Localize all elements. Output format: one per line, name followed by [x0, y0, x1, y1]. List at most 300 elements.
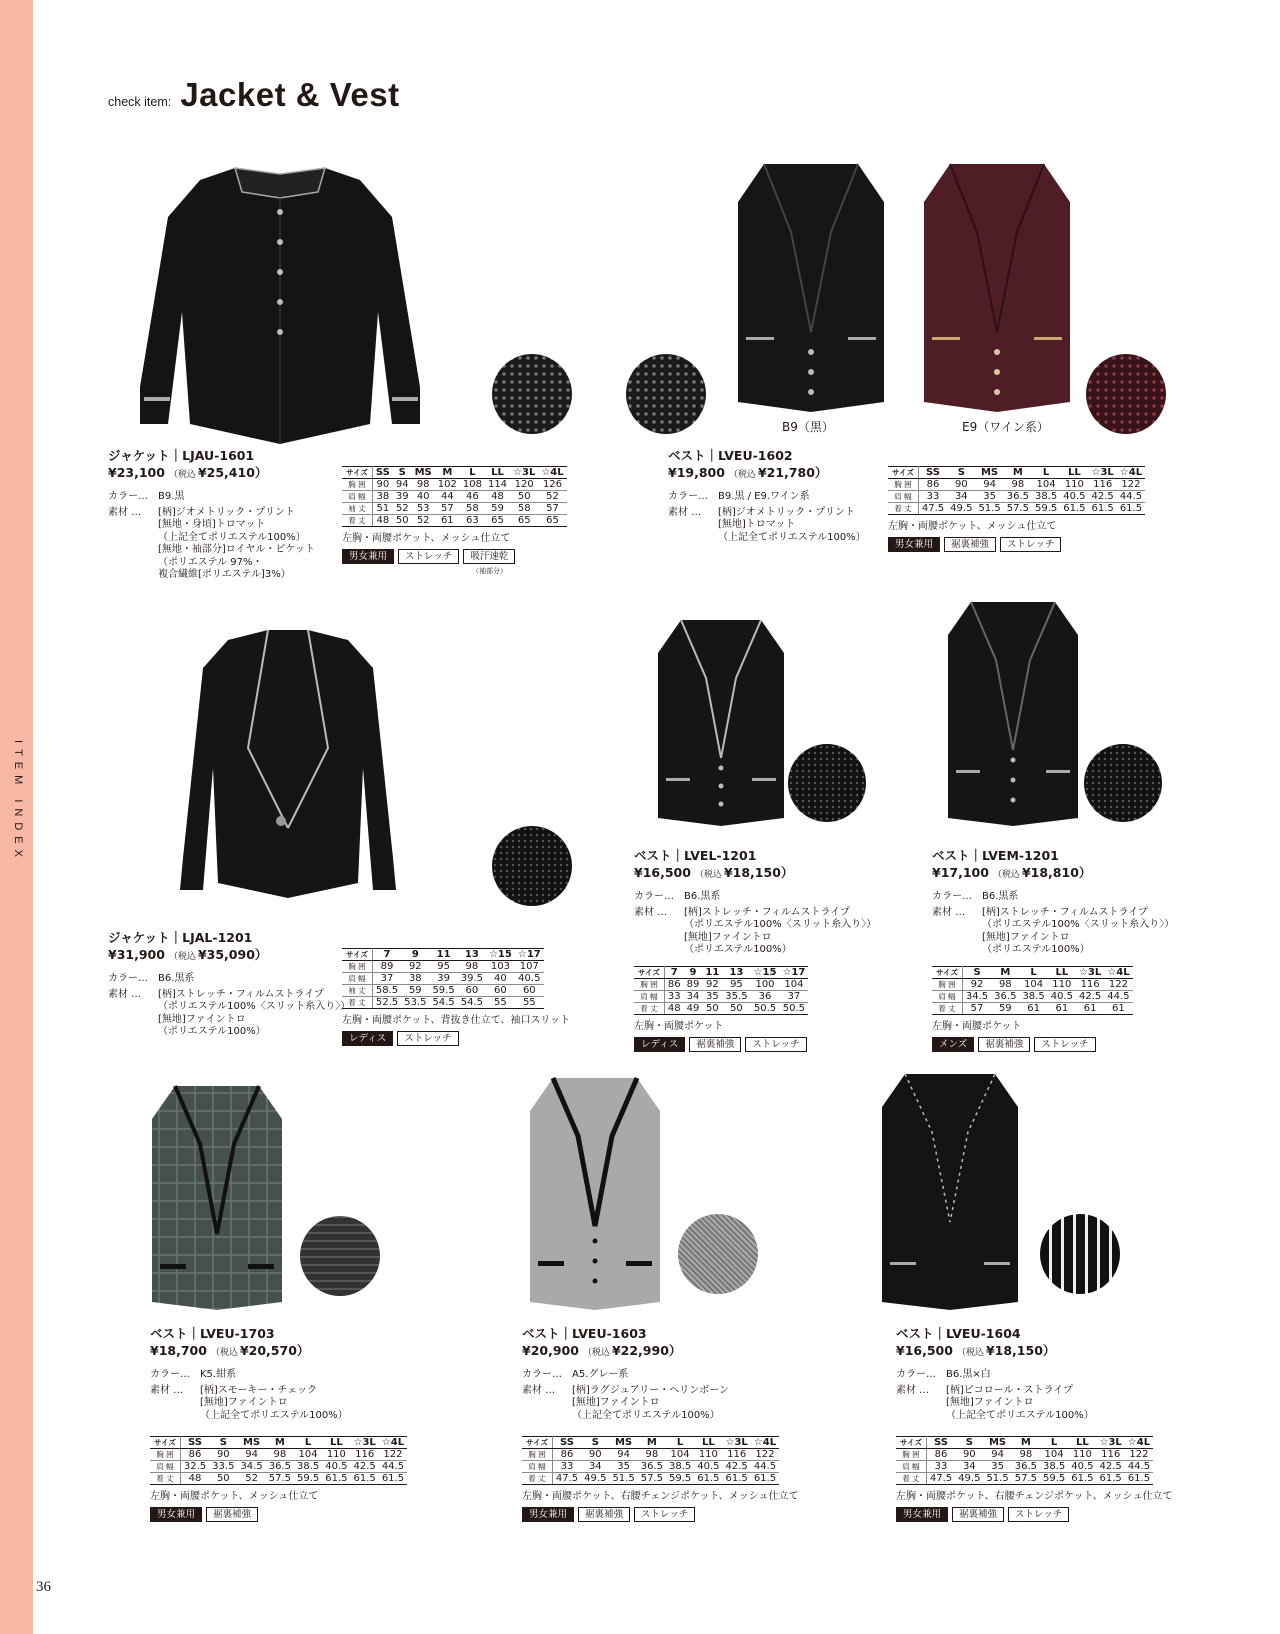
feature-tag: ストレッチ — [745, 1037, 806, 1052]
size-cell: 54.5 — [458, 997, 486, 1009]
size-cell: 110 — [322, 1449, 350, 1461]
size-cell: L — [294, 1437, 322, 1449]
size-cell: ☆3L — [351, 1437, 379, 1449]
size-cell: 94 — [983, 1449, 1011, 1461]
size-header-row — [896, 1437, 1153, 1449]
size-cell: S — [962, 967, 991, 979]
size-cell: 92 — [962, 979, 991, 991]
size-row — [888, 491, 1145, 503]
size-cell: 94 — [975, 479, 1003, 491]
size-cell: 58 — [460, 503, 485, 515]
product-price: ¥18,700 （税込 ¥20,570） — [150, 1343, 310, 1358]
product-name: ベスト｜LVEL-1201 — [634, 848, 757, 863]
size-cell: S — [581, 1437, 609, 1449]
size-cell: MS — [983, 1437, 1011, 1449]
size-cell: 35 — [983, 1461, 1011, 1473]
size-cell: 107 — [515, 961, 544, 973]
size-cell: 7 — [372, 949, 401, 961]
size-cell: 40 — [486, 973, 515, 985]
size-row — [342, 973, 544, 985]
tag-subnote: （袖部分） — [472, 567, 507, 575]
size-cell: 36 — [751, 991, 780, 1003]
size-cell: 胸 囲 — [932, 979, 962, 991]
size-cell: 59.5 — [1032, 503, 1060, 515]
size-cell: 61.5 — [1060, 503, 1088, 515]
size-cell: 116 — [351, 1449, 379, 1461]
size-cell: 38.5 — [294, 1461, 322, 1473]
size-cell: 116 — [1076, 979, 1104, 991]
size-cell: 34 — [684, 991, 703, 1003]
size-cell: 40 — [412, 491, 435, 503]
size-cell: 57.5 — [266, 1473, 294, 1485]
product-name: ベスト｜LVEU-1604 — [896, 1326, 1021, 1341]
product-price: ¥16,500 （税込 ¥18,150） — [634, 865, 794, 880]
size-cell: 94 — [609, 1449, 637, 1461]
size-cell: 122 — [1125, 1449, 1153, 1461]
size-cell: 90 — [581, 1449, 609, 1461]
size-spec-lveu-1603 — [522, 1436, 798, 1522]
size-cell: 33 — [918, 491, 947, 503]
size-row — [150, 1473, 407, 1485]
size-cell: 49.5 — [947, 503, 975, 515]
feature-tag: 男女兼用 — [522, 1507, 574, 1522]
size-cell: 48 — [372, 515, 392, 527]
size-table — [342, 948, 544, 1009]
size-cell: 13 — [722, 967, 750, 979]
size-cell: MS — [609, 1437, 637, 1449]
sidebar-label: ITEM INDEX — [12, 740, 24, 863]
size-cell: ☆4L — [538, 467, 566, 479]
size-cell: 33 — [552, 1461, 581, 1473]
size-cell: 36.5 — [266, 1461, 294, 1473]
size-row — [932, 979, 1133, 991]
size-cell: ☆3L — [723, 1437, 751, 1449]
size-cell: 98 — [991, 979, 1019, 991]
size-cell: 51.5 — [609, 1473, 637, 1485]
feature-note: 左胸・両腰ポケット — [932, 1021, 1022, 1032]
feature-tags — [522, 1507, 798, 1522]
size-cell: 120 — [510, 479, 538, 491]
size-header-row — [342, 949, 544, 961]
size-table — [522, 1436, 779, 1485]
size-cell: ☆17 — [779, 967, 808, 979]
size-cell: 61 — [435, 515, 460, 527]
size-cell: 59.5 — [429, 985, 457, 997]
size-cell: 61 — [1076, 1003, 1104, 1015]
size-cell: 61 — [1048, 1003, 1076, 1015]
size-spec-lvel-1201 — [634, 966, 808, 1052]
size-cell: 86 — [180, 1449, 209, 1461]
material-row: 素材 … [柄]ジオメトリック・プリント [無地]トロマット （上記全てポリエステル100%） — [668, 506, 866, 543]
size-cell: 袖 丈 — [342, 503, 372, 515]
size-header-row — [150, 1437, 407, 1449]
size-cell: S — [393, 467, 412, 479]
size-cell: 104 — [779, 979, 808, 991]
material-row: 素材 … [柄]スモーキー・チェック [無地]ファイントロ （上記全てポリエステル100%） — [150, 1384, 348, 1421]
size-cell: 116 — [1097, 1449, 1125, 1461]
size-cell: 32.5 — [180, 1461, 209, 1473]
size-cell: 63 — [460, 515, 485, 527]
size-cell: 50.5 — [779, 1003, 808, 1015]
size-cell: 98 — [412, 479, 435, 491]
size-cell: 104 — [1032, 479, 1060, 491]
size-row — [932, 1003, 1133, 1015]
vest-lvem-1201-image — [946, 600, 1080, 826]
size-cell: LL — [1060, 467, 1088, 479]
size-cell: L — [1019, 967, 1047, 979]
feature-tag: 男女兼用 — [888, 537, 940, 552]
size-cell: 61.5 — [379, 1473, 407, 1485]
fabric-swatch-lveu-1602-wine — [1086, 354, 1166, 434]
size-cell: 40.5 — [515, 973, 544, 985]
size-cell: ☆4L — [1125, 1437, 1153, 1449]
size-table — [150, 1436, 407, 1485]
size-cell: 65 — [538, 515, 566, 527]
size-cell: 95 — [722, 979, 750, 991]
size-cell: 110 — [1068, 1449, 1096, 1461]
size-cell: 122 — [1104, 979, 1132, 991]
size-cell: サイズ — [150, 1437, 180, 1449]
color-row: カラー… B6.黒系 — [932, 891, 1019, 902]
size-cell: 49.5 — [581, 1473, 609, 1485]
size-cell: 61.5 — [694, 1473, 722, 1485]
size-cell: ☆3L — [510, 467, 538, 479]
product-name: ジャケット｜LJAU-1601 — [108, 448, 255, 463]
size-cell: 104 — [666, 1449, 694, 1461]
size-cell: ☆3L — [1097, 1437, 1125, 1449]
size-cell: 98 — [1012, 1449, 1040, 1461]
size-cell: 104 — [1040, 1449, 1068, 1461]
size-cell: 34 — [947, 491, 975, 503]
size-cell: LL — [485, 467, 510, 479]
size-cell: 89 — [372, 961, 401, 973]
size-table — [932, 966, 1133, 1015]
size-header-row — [932, 967, 1133, 979]
size-cell: 36.5 — [638, 1461, 666, 1473]
size-cell: 38 — [401, 973, 429, 985]
product-name: ジャケット｜LJAL-1201 — [108, 930, 253, 945]
fabric-swatch-ljau-1601 — [492, 354, 572, 434]
size-cell: 肩 幅 — [932, 991, 962, 1003]
size-cell: 60 — [458, 985, 486, 997]
feature-tag: 裾裏補強 — [952, 1507, 1004, 1522]
product-name: ベスト｜LVEU-1603 — [522, 1326, 647, 1341]
size-cell: 55 — [515, 997, 544, 1009]
size-cell: 着 丈 — [896, 1473, 926, 1485]
feature-tag: ストレッチ — [397, 1031, 458, 1046]
size-cell: 122 — [379, 1449, 407, 1461]
color-tag-e9: E9（ワイン系） — [962, 420, 1049, 434]
feature-tag: ストレッチ — [1034, 1037, 1095, 1052]
size-cell: 60 — [515, 985, 544, 997]
size-table — [634, 966, 808, 1015]
feature-note: 左胸・両腰ポケット、背抜き仕立て、袖口スリット — [342, 1015, 570, 1026]
size-cell: 61.5 — [1068, 1473, 1096, 1485]
size-cell: 59.5 — [1040, 1473, 1068, 1485]
product-name: ベスト｜LVEM-1201 — [932, 848, 1059, 863]
size-cell: M — [1012, 1437, 1040, 1449]
size-cell: 44 — [435, 491, 460, 503]
size-cell: 胸 囲 — [342, 479, 372, 491]
size-cell: 57 — [435, 503, 460, 515]
size-cell: 34 — [955, 1461, 983, 1473]
color-tag-b9: B9（黒） — [782, 420, 834, 434]
size-cell: 44.5 — [751, 1461, 779, 1473]
size-row — [888, 479, 1145, 491]
size-cell: 50.5 — [751, 1003, 780, 1015]
size-cell: 86 — [664, 979, 683, 991]
fabric-swatch-lveu-1602-black — [626, 354, 706, 434]
size-cell: 着 丈 — [150, 1473, 180, 1485]
size-cell: 36.5 — [1004, 491, 1032, 503]
feature-tag: メンズ — [932, 1037, 974, 1052]
size-cell: 95 — [429, 961, 457, 973]
product-lveu-1604 — [896, 1326, 1094, 1422]
size-cell: 108 — [460, 479, 485, 491]
size-cell: 36.5 — [991, 991, 1019, 1003]
size-cell: 11 — [429, 949, 457, 961]
product-price: ¥16,500 （税込 ¥18,150） — [896, 1343, 1056, 1358]
size-spec-lveu-1602 — [888, 466, 1145, 552]
size-cell: 40.5 — [1060, 491, 1088, 503]
feature-tags — [634, 1037, 808, 1052]
vest-lveu-1602-wine-image — [922, 162, 1072, 412]
size-cell: MS — [412, 467, 435, 479]
size-cell: 59.5 — [294, 1473, 322, 1485]
feature-tag: 裾裏補強 — [689, 1037, 741, 1052]
size-cell: 86 — [552, 1449, 581, 1461]
size-row — [634, 991, 808, 1003]
size-header-row — [634, 967, 808, 979]
size-cell: 51 — [372, 503, 392, 515]
size-cell: MS — [237, 1437, 265, 1449]
size-cell: 116 — [1089, 479, 1117, 491]
size-cell: 袖 丈 — [342, 985, 372, 997]
size-cell: 59 — [991, 1003, 1019, 1015]
size-cell: M — [638, 1437, 666, 1449]
size-cell: 13 — [458, 949, 486, 961]
size-header-row — [342, 467, 567, 479]
size-cell: 42.5 — [1089, 491, 1117, 503]
size-cell: 胸 囲 — [150, 1449, 180, 1461]
size-cell: 9 — [401, 949, 429, 961]
jacket-ljau-1601-image — [130, 162, 430, 444]
size-cell: 着 丈 — [932, 1003, 962, 1015]
size-cell: L — [460, 467, 485, 479]
size-cell: 61.5 — [1097, 1473, 1125, 1485]
size-cell: 103 — [486, 961, 515, 973]
material-row: 素材 … [柄]ピコロール・ストライプ [無地]ファイントロ （上記全てポリエステル100%） — [896, 1384, 1094, 1421]
size-cell: 49.5 — [955, 1473, 983, 1485]
size-cell: 38.5 — [1019, 991, 1047, 1003]
color-row: カラー… B6.黒系 — [108, 973, 195, 984]
size-cell: 50 — [722, 1003, 750, 1015]
color-row: カラー… B9.黒 — [108, 491, 185, 502]
color-row: カラー… B6.黒×白 — [896, 1369, 991, 1380]
size-cell: 胸 囲 — [522, 1449, 552, 1461]
size-cell: 100 — [751, 979, 780, 991]
size-row — [342, 985, 544, 997]
size-cell: L — [1032, 467, 1060, 479]
fabric-swatch-lveu-1604 — [1040, 1214, 1120, 1294]
size-row — [342, 515, 567, 527]
size-cell: 90 — [372, 479, 392, 491]
size-cell: サイズ — [522, 1437, 552, 1449]
size-cell: 7 — [664, 967, 683, 979]
size-cell: 39 — [393, 491, 412, 503]
size-table — [342, 466, 567, 527]
size-row — [342, 503, 567, 515]
size-cell: 98 — [638, 1449, 666, 1461]
size-cell: 33.5 — [209, 1461, 237, 1473]
size-spec-lveu-1604 — [896, 1436, 1172, 1522]
size-cell: ☆4L — [1117, 467, 1145, 479]
color-row: カラー… B6.黒系 — [634, 891, 721, 902]
size-cell: 胸 囲 — [888, 479, 918, 491]
material-row: 素材 … [柄]ジオメトリック・プリント [無地・身頃]トロマット （上記全てポリエステル100%） [無地・袖部分]ロイヤル・ピケット （ポリエステル 97%・ 複合繊維[ポリエステル]3%） — [108, 506, 315, 580]
size-cell: 58 — [510, 503, 538, 515]
size-cell: ☆3L — [1089, 467, 1117, 479]
size-cell: 38.5 — [1040, 1461, 1068, 1473]
feature-note: 左胸・両腰ポケット — [634, 1021, 724, 1032]
material-row: 素材 … [柄]ストレッチ・フィルムストライプ （ポリエステル100%〈スリット糸入り〉） [無地]ファイントロ （ポリエステル100%） — [634, 906, 877, 955]
fabric-swatch-lveu-1703 — [300, 1216, 380, 1296]
size-cell: M — [266, 1437, 294, 1449]
fabric-swatch-lvem-1201 — [1084, 744, 1162, 822]
sidebar-strip — [0, 0, 33, 1634]
size-cell: ☆4L — [751, 1437, 779, 1449]
size-row — [896, 1473, 1153, 1485]
size-cell: 90 — [955, 1449, 983, 1461]
feature-note: 左胸・両腰ポケット、メッシュ仕立て — [342, 533, 511, 544]
product-price: ¥31,900 （税込 ¥35,090） — [108, 947, 268, 962]
vest-lveu-1603-image — [528, 1076, 662, 1310]
size-row — [888, 503, 1145, 515]
vest-lvel-1201-image — [656, 618, 786, 826]
size-cell: 48 — [180, 1473, 209, 1485]
page-title: Jacket & Vest — [180, 76, 400, 113]
size-row — [896, 1461, 1153, 1473]
product-ljau-1601 — [108, 448, 315, 582]
size-cell: 89 — [684, 979, 703, 991]
feature-tag: ストレッチ — [1000, 537, 1061, 552]
size-cell: SS — [918, 467, 947, 479]
feature-tags — [896, 1507, 1172, 1522]
feature-tag: ストレッチ — [398, 549, 459, 564]
size-cell: 39.5 — [458, 973, 486, 985]
size-cell: 46 — [460, 491, 485, 503]
product-lveu-1703 — [150, 1326, 348, 1422]
feature-tag: レディス — [342, 1031, 393, 1046]
size-cell: 47.5 — [926, 1473, 955, 1485]
size-cell: 11 — [702, 967, 722, 979]
size-cell: M — [435, 467, 460, 479]
size-cell: 42.5 — [723, 1461, 751, 1473]
size-cell: 94 — [237, 1449, 265, 1461]
size-cell: S — [955, 1437, 983, 1449]
size-cell: 36.5 — [1012, 1461, 1040, 1473]
size-cell: 38 — [372, 491, 392, 503]
size-row — [150, 1461, 407, 1473]
size-header-row — [888, 467, 1145, 479]
size-cell: 34 — [581, 1461, 609, 1473]
product-price: ¥20,900 （税込 ¥22,990） — [522, 1343, 682, 1358]
feature-tag: 裾裏補強 — [978, 1037, 1030, 1052]
size-cell: 48 — [485, 491, 510, 503]
size-cell: 35 — [702, 991, 722, 1003]
feature-note: 左胸・両腰ポケット、右腰チェンジポケット、メッシュ仕立て — [522, 1491, 799, 1502]
feature-tag: 男女兼用 — [896, 1507, 948, 1522]
size-cell: 38.5 — [666, 1461, 694, 1473]
size-cell: 92 — [702, 979, 722, 991]
size-row — [634, 1003, 808, 1015]
size-row — [896, 1449, 1153, 1461]
size-cell: 61.5 — [1117, 503, 1145, 515]
size-cell: 52 — [538, 491, 566, 503]
size-cell: ☆3L — [1076, 967, 1104, 979]
size-cell: 34.5 — [237, 1461, 265, 1473]
size-cell: LL — [694, 1437, 722, 1449]
feature-note: 左胸・両腰ポケット、メッシュ仕立て — [150, 1491, 319, 1502]
feature-tag: 吸汗速乾 — [463, 549, 515, 564]
vest-lveu-1604-image — [880, 1072, 1020, 1310]
size-cell: 110 — [1048, 979, 1076, 991]
size-cell: 44.5 — [379, 1461, 407, 1473]
size-cell: サイズ — [342, 467, 372, 479]
size-cell: 57.5 — [1012, 1473, 1040, 1485]
feature-tag: 裾裏補強 — [578, 1507, 630, 1522]
feature-note: 左胸・両腰ポケット、右腰チェンジポケット、メッシュ仕立て — [896, 1491, 1173, 1502]
size-cell: 59.5 — [666, 1473, 694, 1485]
feature-tag: 男女兼用 — [342, 549, 394, 564]
size-cell: 59 — [485, 503, 510, 515]
size-cell: L — [666, 1437, 694, 1449]
size-cell: 59 — [401, 985, 429, 997]
size-cell: 44.5 — [1125, 1461, 1153, 1473]
color-row: カラー… K5.紺系 — [150, 1369, 237, 1380]
size-cell: LL — [322, 1437, 350, 1449]
size-cell: 98 — [1004, 479, 1032, 491]
size-cell: 61 — [1104, 1003, 1132, 1015]
color-row: カラー… B9.黒 / E9.ワイン系 — [668, 491, 810, 502]
fabric-swatch-ljal-1201 — [492, 826, 572, 906]
size-header-row — [522, 1437, 779, 1449]
size-cell: LL — [1068, 1437, 1096, 1449]
feature-tag: ストレッチ — [1008, 1507, 1069, 1522]
feature-note: 左胸・両腰ポケット、メッシュ仕立て — [888, 521, 1057, 532]
size-cell: 肩 幅 — [634, 991, 664, 1003]
size-cell: 肩 幅 — [522, 1461, 552, 1473]
size-cell: 52 — [237, 1473, 265, 1485]
size-cell: M — [1004, 467, 1032, 479]
size-cell: 肩 幅 — [150, 1461, 180, 1473]
size-cell: 40.5 — [322, 1461, 350, 1473]
feature-tags — [888, 537, 1145, 552]
size-cell: ☆15 — [486, 949, 515, 961]
size-cell: 61.5 — [1125, 1473, 1153, 1485]
vest-lveu-1602-black-image — [736, 162, 886, 412]
page-header — [108, 76, 400, 114]
product-price: ¥19,800 （税込 ¥21,780） — [668, 465, 828, 480]
size-cell: 胸 囲 — [342, 961, 372, 973]
feature-tag: レディス — [634, 1037, 685, 1052]
size-cell: 胸 囲 — [634, 979, 664, 991]
size-cell: ☆4L — [379, 1437, 407, 1449]
feature-tag: 裾裏補強 — [206, 1507, 258, 1522]
size-table — [896, 1436, 1153, 1485]
size-row — [522, 1461, 779, 1473]
size-cell: 52.5 — [372, 997, 401, 1009]
